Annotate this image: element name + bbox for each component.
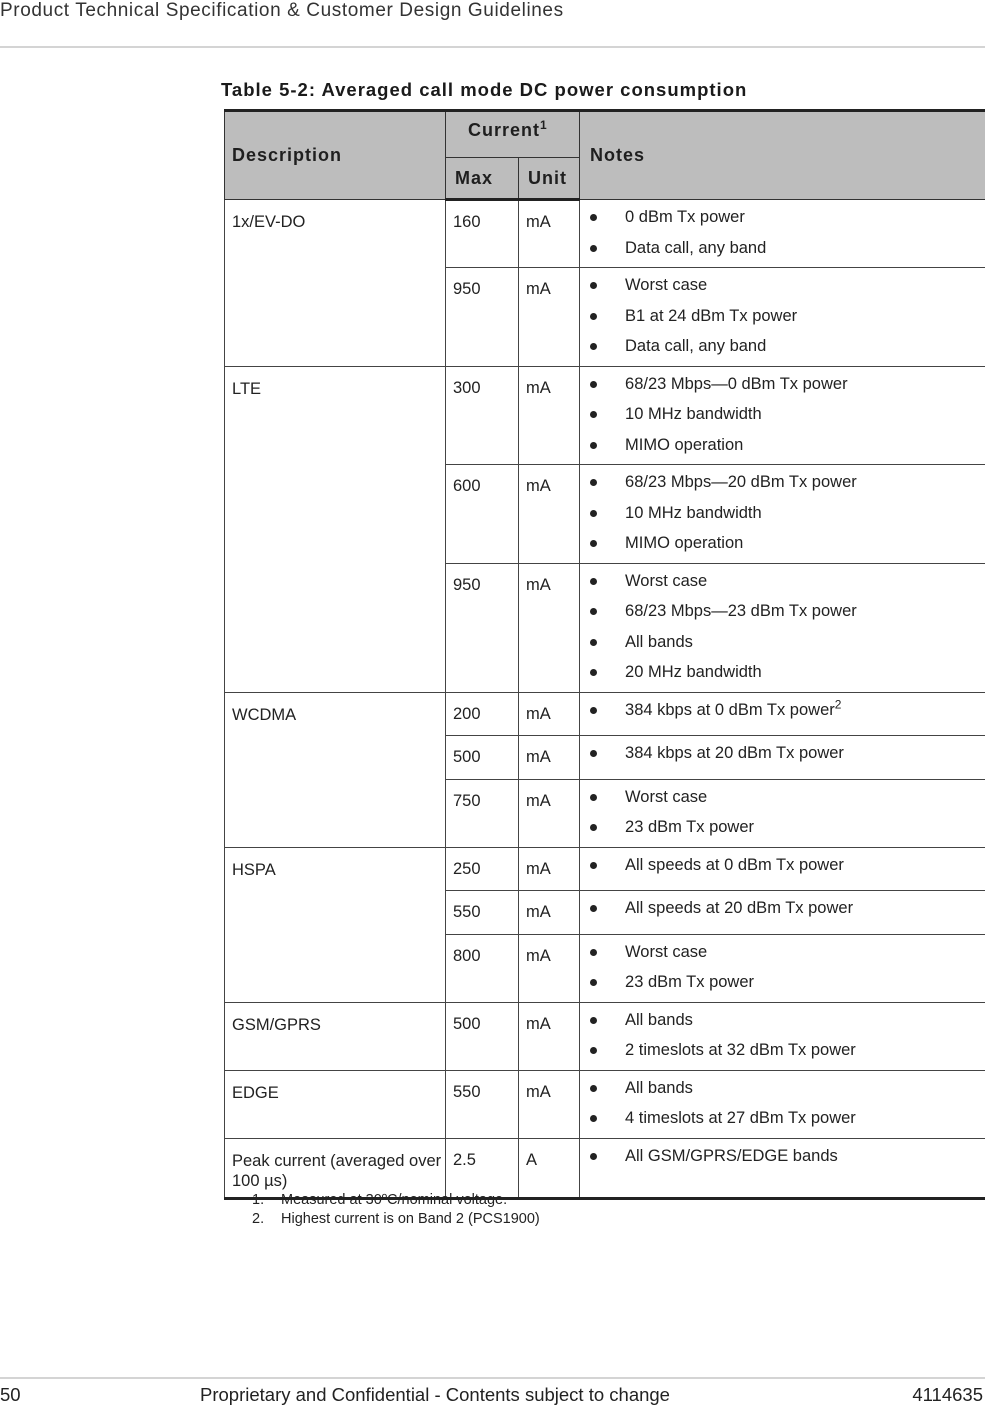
- list-item: [590, 1035, 981, 1066]
- list-item: [590, 528, 981, 559]
- notes-list: [590, 566, 981, 688]
- description-cell: 1x/EV-DO: [225, 200, 446, 367]
- unit-cell: mA: [519, 1002, 580, 1070]
- note-text: MIMO operation: [625, 534, 744, 552]
- unit-cell: mA: [519, 891, 580, 935]
- note-text: 10 MHz bandwidth: [625, 503, 762, 522]
- description-cell: WCDMA: [225, 692, 446, 847]
- table-caption: Table 5-2: Averaged call mode DC power consumption: [221, 79, 748, 100]
- page-header-title: Product Technical Specification & Customer Design Guidelines: [0, 0, 564, 21]
- description-cell: HSPA: [225, 847, 446, 1002]
- list-item: [590, 967, 981, 998]
- confidentiality-notice: Proprietary and Confidential - Contents subject to change: [200, 1384, 670, 1405]
- footnote-number: 2.: [252, 1211, 265, 1227]
- note-text: All speeds at 20 dBm Tx power: [625, 899, 854, 917]
- bullet-icon: [590, 750, 597, 757]
- note-text: Worst case: [625, 787, 708, 806]
- notes-cell: [580, 779, 985, 847]
- unit-cell: mA: [519, 934, 580, 1002]
- bullet-icon: [590, 313, 597, 320]
- notes-list: [590, 937, 981, 998]
- list-item: [590, 937, 981, 968]
- bullet-icon: [590, 510, 597, 517]
- notes-list: [590, 202, 981, 263]
- table-footnotes: [252, 1192, 540, 1230]
- description-cell: GSM/GPRS: [225, 1002, 446, 1070]
- bullet-icon: [590, 479, 597, 486]
- bullet-icon: [590, 1153, 597, 1160]
- list-item: [590, 498, 981, 529]
- table-row: [225, 1002, 985, 1070]
- description-cell: EDGE: [225, 1070, 446, 1138]
- note-text: 384 kbps at 20 dBm Tx power: [625, 744, 844, 762]
- max-current-cell: 200: [446, 692, 519, 736]
- note-text: 0 dBm Tx power: [625, 208, 745, 226]
- unit-cell: mA: [519, 847, 580, 891]
- unit-cell: A: [519, 1138, 580, 1198]
- list-item: [590, 202, 981, 233]
- description-cell: LTE: [225, 366, 446, 692]
- list-item: [590, 657, 981, 688]
- list-item: [590, 850, 981, 881]
- list-item: [590, 467, 981, 498]
- bullet-icon: [590, 979, 597, 986]
- bullet-icon: [590, 862, 597, 869]
- list-item: [590, 893, 981, 924]
- description-cell: Peak current (averaged over 100 µs): [225, 1138, 446, 1198]
- power-consumption-table: [224, 109, 985, 1200]
- list-item: [590, 1141, 981, 1172]
- unit-cell: mA: [519, 465, 580, 564]
- note-text: Worst case: [625, 571, 708, 590]
- notes-list: [590, 369, 981, 461]
- unit-cell: mA: [519, 268, 580, 367]
- notes-cell: [580, 200, 985, 268]
- bullet-icon: [590, 282, 597, 289]
- header-unit: Unit: [519, 158, 580, 200]
- unit-cell: mA: [519, 779, 580, 847]
- list-item: [590, 369, 981, 400]
- note-text: 68/23 Mbps—20 dBm Tx power: [625, 473, 857, 491]
- table-row: [225, 366, 985, 465]
- max-current-cell: 550: [446, 891, 519, 935]
- table-row: [225, 847, 985, 891]
- max-current-cell: 500: [446, 1002, 519, 1070]
- list-item: [590, 399, 981, 430]
- notes-cell: [580, 847, 985, 891]
- bullet-icon: [590, 608, 597, 615]
- list-item: [590, 331, 981, 362]
- bullet-icon: [590, 639, 597, 646]
- header-max: Max: [446, 158, 519, 200]
- note-text: 23 dBm Tx power: [625, 973, 755, 991]
- max-current-cell: 600: [446, 465, 519, 564]
- notes-cell: [580, 1138, 985, 1198]
- list-item: [590, 430, 981, 461]
- unit-cell: mA: [519, 563, 580, 692]
- note-text: 20 MHz bandwidth: [625, 663, 762, 681]
- list-item: [590, 596, 981, 627]
- footnote: [252, 1211, 540, 1230]
- bullet-icon: [590, 707, 597, 714]
- notes-cell: [580, 268, 985, 367]
- list-item: [590, 566, 981, 597]
- note-text: Worst case: [625, 942, 708, 961]
- document-number: 4114635: [912, 1384, 983, 1405]
- notes-list: [590, 1005, 981, 1066]
- note-text: Data call, any band: [625, 337, 767, 355]
- table-row: [225, 200, 985, 268]
- bullet-icon: [590, 343, 597, 350]
- bullet-icon: [590, 1115, 597, 1122]
- notes-cell: [580, 465, 985, 564]
- notes-list: [590, 782, 981, 843]
- bullet-icon: [590, 905, 597, 912]
- table-row: [225, 692, 985, 736]
- list-item: [590, 812, 981, 843]
- note-text: 4 timeslots at 27 dBm Tx power: [625, 1109, 856, 1127]
- note-text: All bands: [625, 1078, 693, 1097]
- header-notes: Notes: [580, 111, 985, 200]
- bullet-icon: [590, 1047, 597, 1054]
- footnote-number: 1.: [252, 1192, 265, 1208]
- footnote: [252, 1192, 540, 1211]
- table-row: [225, 1138, 985, 1198]
- note-text: 2 timeslots at 32 dBm Tx power: [625, 1041, 856, 1059]
- note-text: 10 MHz bandwidth: [625, 405, 762, 423]
- note-text: All speeds at 0 dBm Tx power: [625, 855, 844, 874]
- header-divider: [0, 46, 985, 48]
- notes-cell: [580, 736, 985, 780]
- list-item: [590, 782, 981, 813]
- footnote-text: Measured at 30ºC/nominal voltage.: [281, 1192, 508, 1208]
- unit-cell: mA: [519, 366, 580, 465]
- note-text: 23 dBm Tx power: [625, 818, 755, 836]
- bullet-icon: [590, 442, 597, 449]
- max-current-cell: 300: [446, 366, 519, 465]
- list-item: [590, 233, 981, 264]
- table-row: [225, 1070, 985, 1138]
- header-current-footnote: 1: [540, 118, 548, 132]
- max-current-cell: 950: [446, 268, 519, 367]
- max-current-cell: 750: [446, 779, 519, 847]
- bullet-icon: [590, 824, 597, 831]
- bullet-icon: [590, 411, 597, 418]
- note-text: All GSM/GPRS/EDGE bands: [625, 1146, 838, 1165]
- table-body: [225, 200, 985, 1199]
- list-item: [590, 301, 981, 332]
- unit-cell: mA: [519, 692, 580, 736]
- header-current: [446, 111, 580, 158]
- unit-cell: mA: [519, 1070, 580, 1138]
- note-text: MIMO operation: [625, 435, 744, 454]
- notes-list: [590, 467, 981, 559]
- notes-list: [590, 738, 981, 769]
- max-current-cell: 550: [446, 1070, 519, 1138]
- max-current-cell: 160: [446, 200, 519, 268]
- list-item: [590, 1005, 981, 1036]
- bullet-icon: [590, 949, 597, 956]
- bullet-icon: [590, 381, 597, 388]
- note-text: All bands: [625, 632, 693, 651]
- header-current-label: Current: [468, 120, 541, 140]
- note-text: Worst case: [625, 276, 708, 294]
- list-item: [590, 738, 981, 769]
- notes-cell: [580, 1002, 985, 1070]
- bullet-icon: [590, 245, 597, 252]
- bullet-icon: [590, 1085, 597, 1092]
- bullet-icon: [590, 669, 597, 676]
- footnote-text: Highest current is on Band 2 (PCS1900): [281, 1211, 540, 1227]
- notes-cell: [580, 563, 985, 692]
- note-text: Data call, any band: [625, 238, 767, 257]
- bullet-icon: [590, 794, 597, 801]
- list-item: [590, 695, 981, 726]
- list-item: [590, 270, 981, 301]
- bullet-icon: [590, 540, 597, 547]
- unit-cell: mA: [519, 736, 580, 780]
- header-description: Description: [225, 111, 446, 200]
- notes-cell: [580, 366, 985, 465]
- max-current-cell: 950: [446, 563, 519, 692]
- notes-list: [590, 893, 981, 924]
- notes-cell: [580, 934, 985, 1002]
- notes-list: [590, 1141, 981, 1172]
- bullet-icon: [590, 214, 597, 221]
- max-current-cell: 2.5: [446, 1138, 519, 1198]
- note-text: 384 kbps at 0 dBm Tx power: [625, 700, 835, 719]
- footnote-marker: 2: [834, 697, 842, 711]
- notes-cell: [580, 692, 985, 736]
- note-text: All bands: [625, 1010, 693, 1029]
- notes-list: [590, 850, 981, 881]
- note-text: 68/23 Mbps—0 dBm Tx power: [625, 374, 848, 393]
- note-text: 68/23 Mbps—23 dBm Tx power: [625, 602, 857, 620]
- max-current-cell: 250: [446, 847, 519, 891]
- notes-cell: [580, 1070, 985, 1138]
- bullet-icon: [590, 578, 597, 585]
- notes-cell: [580, 891, 985, 935]
- max-current-cell: 500: [446, 736, 519, 780]
- list-item: [590, 1103, 981, 1134]
- notes-list: [590, 1073, 981, 1134]
- notes-list: [590, 270, 981, 362]
- note-text: B1 at 24 dBm Tx power: [625, 306, 798, 325]
- unit-cell: mA: [519, 200, 580, 268]
- list-item: [590, 1073, 981, 1104]
- max-current-cell: 800: [446, 934, 519, 1002]
- footer-divider: [0, 1377, 985, 1379]
- page-number: 50: [0, 1384, 21, 1405]
- list-item: [590, 627, 981, 658]
- notes-list: [590, 695, 981, 726]
- bullet-icon: [590, 1017, 597, 1024]
